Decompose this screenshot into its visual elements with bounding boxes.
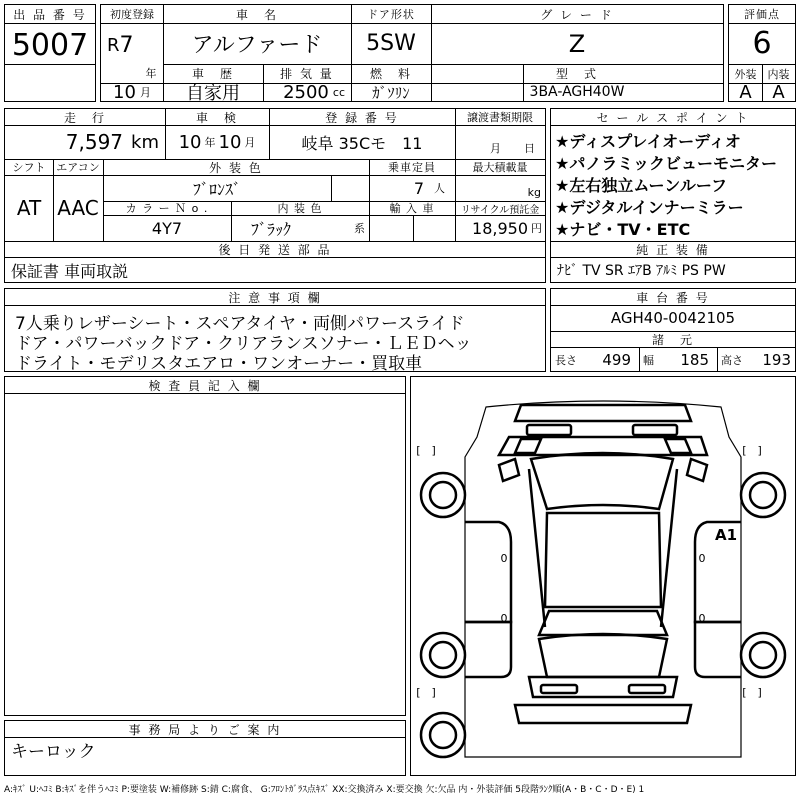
equipment-value: ﾅﾋﾞ TV SR ｴｱB ｱﾙﾐ PS PW <box>557 263 726 279</box>
inspection-month: 10 <box>218 131 242 153</box>
equipment-label: 純 正 装 備 <box>636 242 710 257</box>
bracket-left-front: [ ] <box>416 444 436 457</box>
capacity-value <box>369 175 455 201</box>
height-value: 193 <box>762 350 791 369</box>
ext-color-value: ﾌﾞﾛﾝｽﾞ <box>192 179 241 199</box>
first-reg-month <box>101 83 163 101</box>
first-reg-month-unit: 月 <box>139 86 151 99</box>
damage-mark: A1 <box>714 526 738 544</box>
aircon-value: AAC <box>57 196 99 220</box>
mileage-value <box>5 125 165 159</box>
shift-value: AT <box>16 196 42 220</box>
recycle-value <box>455 215 545 241</box>
door-value: 5SW <box>366 31 416 56</box>
int-color-suffix: 系 <box>354 222 365 235</box>
later-parts-label: 後 日 発 送 部 品 <box>218 242 332 257</box>
mileage-number: 7,597 <box>65 130 124 154</box>
grade-label: グ レ ー ド <box>540 7 614 22</box>
interior-grade-value: A <box>772 83 785 101</box>
header-box <box>100 4 724 102</box>
score-label: 評価点 <box>744 8 780 21</box>
inspection-value <box>165 125 269 159</box>
length-value: 499 <box>602 350 631 369</box>
inspector-label: 検 査 員 記 入 欄 <box>148 378 262 393</box>
note-line: ドライト・モデリスタエアロ・ワンオーナー・買取車 <box>15 354 423 374</box>
dims-label: 諸 元 <box>651 332 694 347</box>
lot-number: 5007 <box>11 27 89 63</box>
import-label: 輸 入 車 <box>389 202 435 215</box>
door-handle-left-rear: 0 <box>500 611 508 625</box>
inspection-year-unit: 年 <box>204 136 216 149</box>
aircon-label: エアコン <box>56 161 100 174</box>
year-unit: 年 <box>145 67 157 80</box>
color-no-label: カ ラ ー Ｎ o . <box>125 202 209 215</box>
shift-label: シフト <box>12 161 46 174</box>
width-label: 幅 <box>643 353 654 367</box>
inspection-label: 車 検 <box>195 110 238 125</box>
car-diagram-box <box>410 376 796 776</box>
era-year: 7 <box>119 32 134 58</box>
bracket-right-front: [ ] <box>742 444 762 457</box>
model-code-label: 型 式 <box>555 67 598 81</box>
score-value: 6 <box>752 26 772 61</box>
chassis-label: 車 台 番 号 <box>636 290 710 305</box>
door-handle-right-rear: 0 <box>698 611 706 625</box>
car-name-label: 車 名 <box>235 7 278 22</box>
bracket-right-rear: [ ] <box>742 686 762 699</box>
inspector-box <box>4 376 406 716</box>
office-value: キーロック <box>11 741 96 761</box>
chassis-box <box>550 288 796 372</box>
office-box <box>4 720 406 776</box>
era-letter: R <box>107 34 120 56</box>
inspection-year: 10 <box>178 131 202 153</box>
detail-box <box>4 108 546 258</box>
int-color-value <box>231 215 369 241</box>
displacement-label: 排 気 量 <box>280 67 334 81</box>
capacity-number: 7 <box>413 178 424 198</box>
transfer-month-unit: 月 <box>490 142 501 155</box>
int-color-label: 内 装 色 <box>277 202 323 215</box>
int-color-text: ﾌﾞﾗｯｸ <box>251 219 292 239</box>
ext-color-label: 外 装 色 <box>209 160 263 175</box>
transfer-day-unit: 日 <box>524 142 535 155</box>
notes-label: 注 意 事 項 欄 <box>228 290 322 305</box>
displacement-value <box>263 83 351 101</box>
displacement-number: 2500 <box>283 83 329 101</box>
grade-value: Z <box>568 29 586 58</box>
plate-value: 岐阜 35Cモ 11 <box>301 133 423 153</box>
sales-point-item: ★デジタルインナーミラー <box>555 198 744 217</box>
later-parts-value: 保証書 車両取説 <box>11 261 129 281</box>
sales-point-item: ★パノラミックビューモニター <box>555 154 778 173</box>
height-label: 高さ <box>721 353 743 367</box>
first-reg-month-value: 10 <box>113 83 136 101</box>
dims-height <box>717 348 795 371</box>
first-reg-era <box>103 27 143 63</box>
lot-label: 出 品 番 号 <box>13 7 87 22</box>
mileage-label: 走 行 <box>63 110 106 125</box>
inspection-month-unit: 月 <box>244 136 256 149</box>
score-box <box>728 4 796 102</box>
later-parts-box <box>4 257 546 283</box>
max-load-unit: kg <box>527 185 541 199</box>
recycle-label: リサイクル預託金 <box>460 204 540 215</box>
sales-points-label: セ ー ル ス ポ イ ン ト <box>596 110 750 125</box>
model-code-value: 3BA-AGH40W <box>529 84 625 100</box>
displacement-unit: cc <box>332 85 345 99</box>
legend-text: A:ｷｽﾞ U:ﾍｺﾐ B:ｷｽﾞを伴うﾍｺﾐ P:要塗装 W:補修跡 S:錆 C:腐食、 G:ﾌﾛﾝﾄｶﾞﾗｽ点ｷｽﾞ XX:交換済み X:要交換 欠:欠品 内・外装評価 5段階ﾗﾝｸ順(A・B・C・D・E) 1 <box>4 784 645 795</box>
notes-box <box>4 288 546 372</box>
fuel-label: 燃 料 <box>369 67 412 81</box>
max-load-label: 最大積載量 <box>472 161 528 174</box>
color-no-value: 4Y7 <box>151 218 183 238</box>
mileage-unit: km <box>131 131 159 153</box>
width-value: 185 <box>680 350 709 369</box>
exterior-grade-label: 外装 <box>734 67 757 81</box>
sales-points-box <box>550 108 796 283</box>
sales-point-item: ★左右独立ムーンルーフ <box>555 176 728 195</box>
bracket-left-rear: [ ] <box>416 686 436 699</box>
door-handle-right-front: 0 <box>698 551 706 565</box>
lot-box <box>4 4 96 102</box>
door-handle-left-front: 0 <box>500 551 508 565</box>
car-diagram <box>411 377 795 775</box>
exterior-grade-value: A <box>739 83 752 101</box>
office-label: 事 務 局 よ り ご 案 内 <box>128 722 282 737</box>
dims-length <box>551 348 639 371</box>
interior-grade-label: 内装 <box>767 67 790 81</box>
plate-label: 登 録 番 号 <box>325 110 399 125</box>
note-line: 7人乗りレザーシート・スペアタイヤ・両側パワースライド <box>15 314 465 334</box>
fuel-value: ｶﾞｿﾘﾝ <box>372 83 410 101</box>
capacity-label: 乗車定員 <box>388 161 436 174</box>
history-value: 自家用 <box>186 83 240 101</box>
sales-point-item: ★ナビ・TV・ETC <box>555 220 691 239</box>
recycle-number: 18,950 <box>472 218 528 238</box>
car-name-value: アルファード <box>191 33 323 58</box>
door-label: ドア形状 <box>367 8 415 21</box>
sales-point-item: ★ディスプレイオーディオ <box>555 132 741 151</box>
first-reg-label: 初度登録 <box>110 8 154 21</box>
note-line: ドア・パワーバックドア・クリアランスソナー・ＬＥＤヘッ <box>15 334 472 354</box>
capacity-unit: 人 <box>434 182 445 195</box>
recycle-unit: 円 <box>531 222 542 235</box>
chassis-value: AGH40-0042105 <box>610 309 736 327</box>
transfer-deadline-label: 譲渡書類期限 <box>467 111 533 124</box>
dims-width <box>639 348 717 371</box>
length-label: 長さ <box>555 353 577 367</box>
history-label: 車 歴 <box>191 67 234 81</box>
